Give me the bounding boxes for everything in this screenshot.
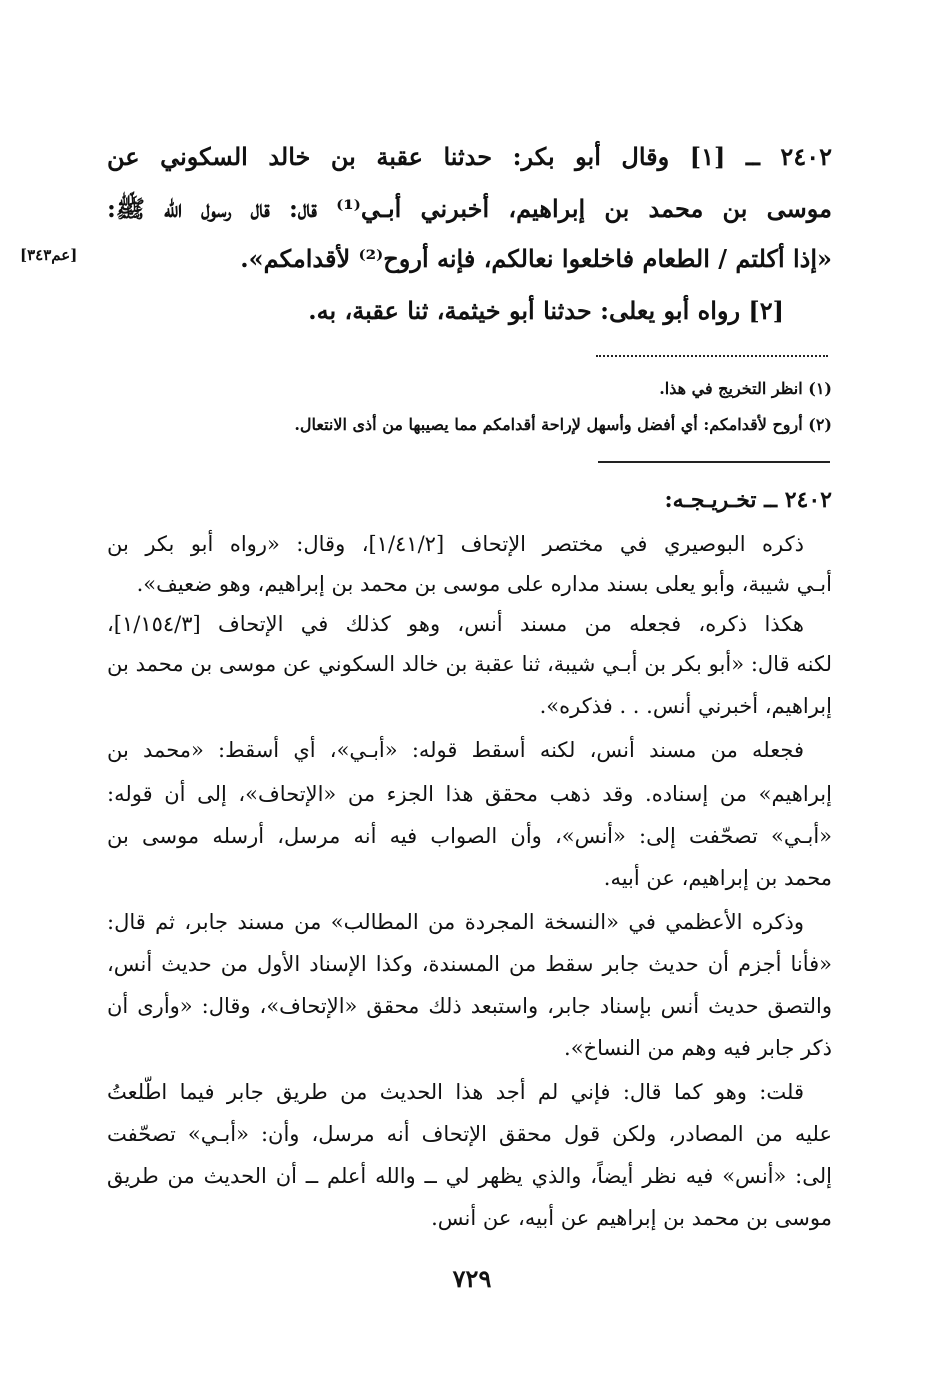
takhrij-line-1: ذكره البوصيري في مختصر الإتحاف [١/٤١/٢]، وقال: «رواه أبو بكر بن <box>107 532 804 556</box>
takhrij-line-13: ذكر جابر فيه وهم من النساخ». <box>564 1036 832 1060</box>
takhrij-line-5: إبراهيم، أخبرني أنس. . . فذكره». <box>539 694 832 718</box>
takhrij-line-8: «أبـي» تصحّفت إلى: «أنس»، وأن الصواب فيه أنه مرسل، أرسله موسى بن <box>107 824 832 848</box>
hadith-line-3: «إذا أكلتم / الطعام فاخلعوا نعالكم، فإنه أروح⁽²⁾ لأقدامكم». <box>240 244 832 273</box>
takhrij-line-4: لكنه قال: «أبو بكر بن أبـي شيبة، ثنا عقبة بن خالد السكوني عن موسى بن محمد بن <box>107 652 832 676</box>
footnote-separator <box>596 355 828 357</box>
takhrij-line-11: «فأنا أجزم أن حديث جابر سقط من المسندة، وكذا الإسناد الأول من حديث أنس، <box>107 952 832 976</box>
hadith-line-4: [٢] رواه أبو يعلى: حدثنا أبو خيثمة، ثنا عقبة، به. <box>308 296 784 325</box>
takhrij-line-2: أبـي شيبة، وأبو يعلى بسند مداره على موسى بن محمد بن إبراهيم، وهو ضعيف». <box>136 572 832 596</box>
section-rule <box>598 461 830 463</box>
takhrij-heading: ٢٤٠٢ ــ تخـريـجـه: <box>664 487 832 513</box>
margin-reference: [عم٣٤٣] <box>20 246 78 264</box>
page-number: ٧٢٩ <box>452 1264 492 1293</box>
takhrij-line-14: قلت: وهو كما قال: فإني لم أجد هذا الحديث من طريق جابر فيما اطّلعتُ <box>107 1080 804 1104</box>
takhrij-line-9: محمد بن إبراهيم، عن أبيه. <box>603 866 832 890</box>
hadith-line-1: ٢٤٠٢ ــ [١] وقال أبو بكر: حدثنا عقبة بن خالد السكوني عن <box>107 142 832 171</box>
takhrij-line-16: إلى: «أنس» فيه نظر أيضاً، والذي يظهر لي ــ والله أعلم ــ أن الحديث من طريق <box>107 1164 832 1188</box>
takhrij-line-10: وذكره الأعظمي في «النسخة المجردة من المطالب» من مسند جابر، ثم قال: <box>107 910 804 934</box>
footnote-2: (٢) أروح لأقدامكم: أي أفضل وأسهل لإراحة أقدامكم مما يصيبها من أذى الانتعال. <box>294 415 832 434</box>
takhrij-line-6: فجعله من مسند أنس، لكنه أسقط قوله: «أبـي»، أي أسقط: «محمد بن <box>107 738 804 762</box>
takhrij-line-17: موسى بن محمد بن إبراهيم عن أبيه، عن أنس. <box>431 1206 832 1230</box>
takhrij-line-12: والتصق حديث أنس بإسناد جابر، واستبعد ذلك محقق «الإتحاف»، وقال: «وأرى أن <box>107 994 832 1018</box>
hadith-line-2: موسى بن محمد بن إبراهيم، أخبرني أبـي⁽¹⁾ قال: قال رسول الله ﷺ: <box>107 194 833 223</box>
footnote-1: (١) انظر التخريج في هذا. <box>659 379 832 398</box>
takhrij-line-15: عليه من المصادر، ولكن قول محقق الإتحاف أنه مرسل، وأن: «أبـي» تصحّفت <box>107 1122 832 1146</box>
takhrij-line-7: إبراهيم» من إسناده. وقد ذهب محقق هذا الجزء من «الإتحاف»، إلى أن قوله: <box>107 782 832 806</box>
takhrij-line-3: هكذا ذكره، فجعله من مسند أنس، وهو كذلك في الإتحاف [١/١٥٤/٣]، <box>107 612 804 636</box>
